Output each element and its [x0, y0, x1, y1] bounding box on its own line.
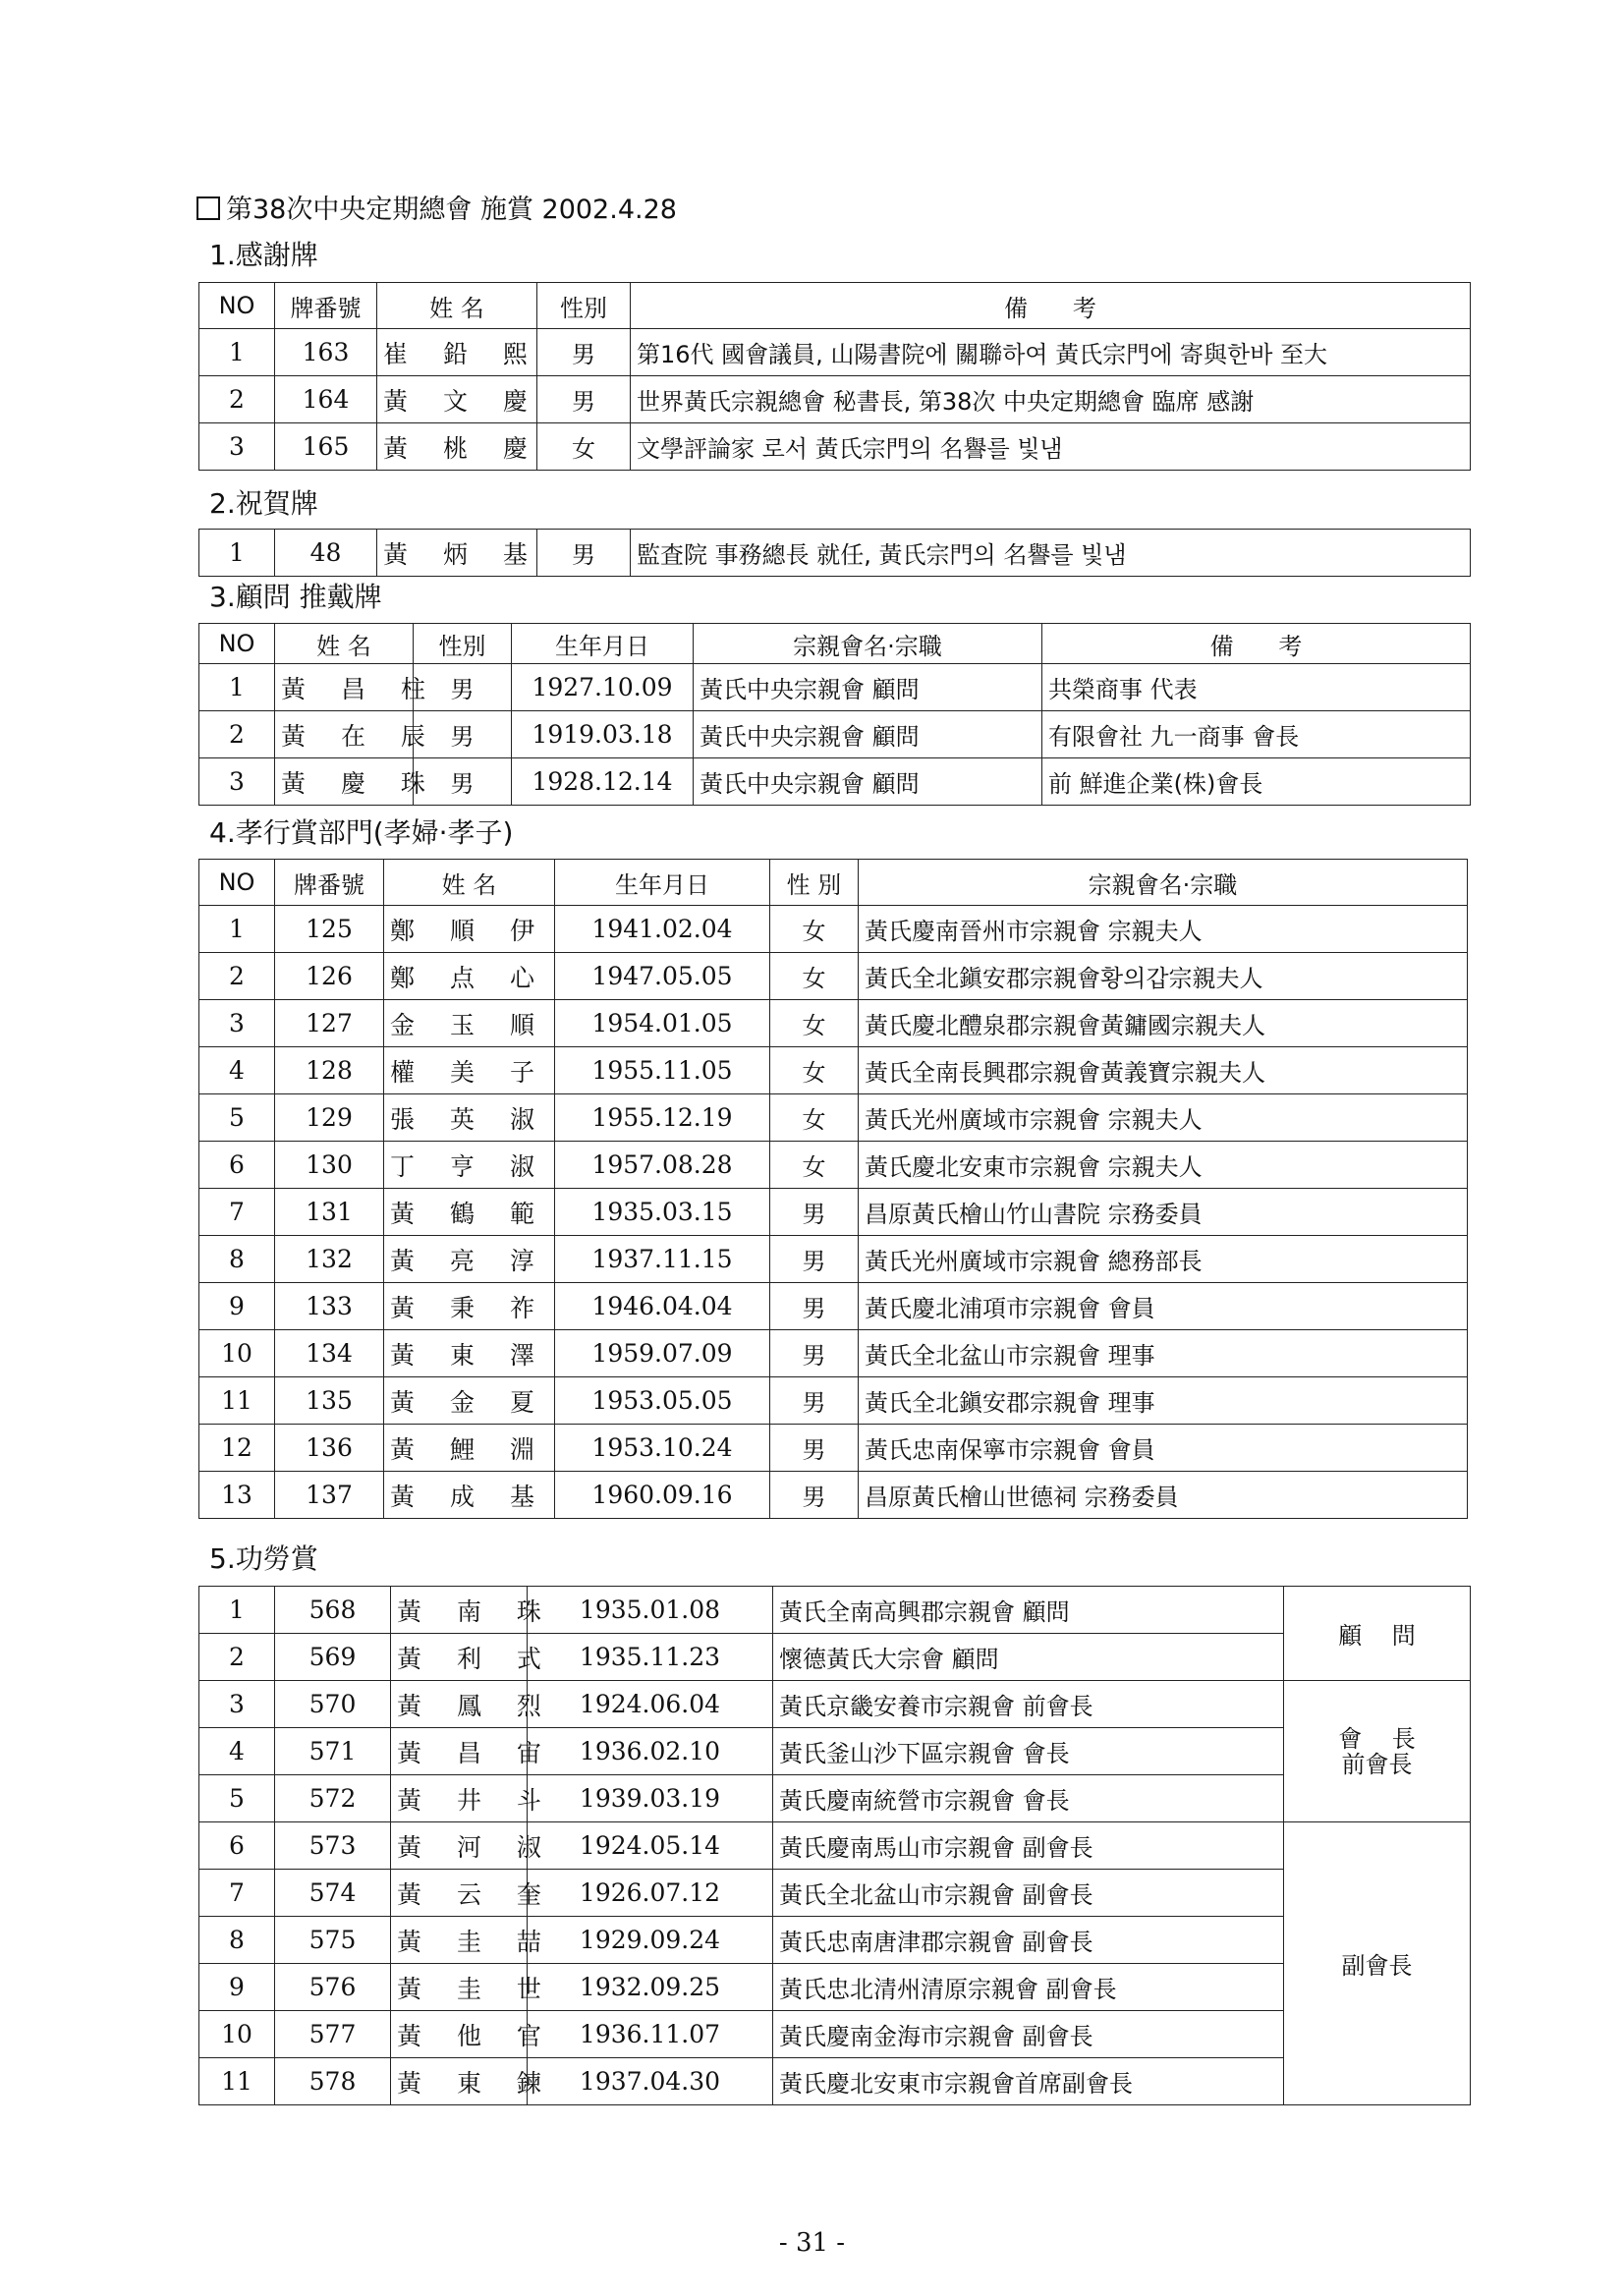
table-row: 7 131 黃 鶴 範 1935.03.15 男 昌原黃氏檜山竹山書院 宗務委員 [199, 1189, 1468, 1236]
document-title: 第38次中央定期總會 施賞 2002.4.28 [196, 194, 677, 227]
position-group-cell: 顧 問 [1284, 1587, 1471, 1681]
table-advisor-plaque [198, 623, 1471, 806]
table-row: 8 132 黃 亮 淳 1937.11.15 男 黃氏光州廣域市宗親會 總務部長 [199, 1236, 1468, 1283]
table-row: 10 134 黃 東 澤 1959.07.09 男 黃氏全北盆山市宗親會 理事 [199, 1330, 1468, 1377]
header-remarks: 備 考 [631, 283, 1471, 329]
table-row: 11 578 黃 東 鍊 1937.04.30 黃氏慶北安東市宗親會首席副會長 [199, 2058, 1471, 2105]
table-row: 3 165 黃 桃 慶 女 文學評論家 로서 黃氏宗門의 名譽를 빛냄 [199, 423, 1471, 471]
table-congratulation-plaque [198, 529, 1471, 577]
section-title-5: 5.功勞賞 [209, 1542, 318, 1575]
table-header-row: NO 姓 名 性別 生年月日 宗親會名·宗職 備 考 [199, 624, 1471, 664]
table-row: 11 135 黃 金 夏 1953.05.05 男 黃氏全北鎭安郡宗親會 理事 [199, 1377, 1468, 1425]
table-row: 6 130 丁 亨 淑 1957.08.28 女 黃氏慶北安東市宗親會 宗親夫人 [199, 1142, 1468, 1189]
table-row: 7 574 黃 云 奎 1926.07.12 黃氏全北盆山市宗親會 副會長 [199, 1870, 1471, 1917]
table-row: 6 573 黃 河 淑 1924.05.14 黃氏慶南馬山市宗親會 副會長 副會長 [199, 1822, 1471, 1870]
section-title-1: 1.感謝牌 [209, 239, 318, 271]
table-row: 3 黃 慶 珠 男 1928.12.14 黃氏中央宗親會 顧問 前 鮮進企業(株)會長 [199, 758, 1471, 806]
table-row: 9 576 黃 圭 世 1932.09.25 黃氏忠北清州清原宗親會 副會長 [199, 1964, 1471, 2011]
table-row: 2 164 黃 文 慶 男 世界黃氏宗親總會 秘書長, 第38次 中央定期總會 臨席 感謝 [199, 376, 1471, 423]
table-row: 1 黃 昌 柱 男 1927.10.09 黃氏中央宗親會 顧問 共榮商事 代表 [199, 664, 1471, 711]
table-row: 9 133 黃 秉 祚 1946.04.04 男 黃氏慶北浦項市宗親會 會員 [199, 1283, 1468, 1330]
table-row: 2 126 鄭 点 心 1947.05.05 女 黃氏全北鎭安郡宗親會황의갑宗親夫人 [199, 953, 1468, 1000]
position-group-cell: 會 長 前會長 [1284, 1681, 1471, 1822]
header-name: 姓 名 [377, 283, 537, 329]
table-header-row [199, 283, 1471, 329]
table-appreciation-plaque [198, 282, 1471, 471]
table-header-row: NO 牌番號 姓 名 生年月日 性 別 宗親會名·宗職 [199, 860, 1468, 906]
table-row: 1 48 黃 炳 基 男 監査院 事務總長 就任, 黃氏宗門의 名譽를 빛냄 [199, 530, 1471, 577]
table-row: 12 136 黃 鯉 淵 1953.10.24 男 黃氏忠南保寧市宗親會 會員 [199, 1425, 1468, 1472]
section-title-4: 4.孝行賞部門(孝婦·孝子) [209, 816, 514, 849]
table-filial-piety-award [198, 859, 1468, 1519]
table-row: 8 575 黃 圭 喆 1929.09.24 黃氏忠南唐津郡宗親會 副會長 [199, 1917, 1471, 1964]
table-row: 2 黃 在 辰 男 1919.03.18 黃氏中央宗親會 顧問 有限會社 九一商事 會長 [199, 711, 1471, 758]
table-row: 4 128 權 美 子 1955.11.05 女 黃氏全南長興郡宗親會黃義寶宗親夫人 [199, 1047, 1468, 1094]
table-row: 3 127 金 玉 順 1954.01.05 女 黃氏慶北醴泉郡宗親會黃鏞國宗親夫人 [199, 1000, 1468, 1047]
header-no: NO [199, 283, 275, 329]
header-plaque-no: 牌番號 [275, 283, 377, 329]
table-row: 10 577 黃 他 官 1936.11.07 黃氏慶南金海市宗親會 副會長 [199, 2011, 1471, 2058]
table-merit-award [198, 1586, 1471, 2105]
section-title-2: 2.祝賀牌 [209, 487, 318, 520]
table-row: 5 129 張 英 淑 1955.12.19 女 黃氏光州廣域市宗親會 宗親夫人 [199, 1094, 1468, 1142]
table-row: 2 569 黃 利 式 1935.11.23 懷德黃氏大宗會 顧問 [199, 1634, 1471, 1681]
position-group-cell: 副會長 [1284, 1822, 1471, 2105]
checkbox-square-icon [196, 196, 220, 220]
table-row: 13 137 黃 成 基 1960.09.16 男 昌原黃氏檜山世德祠 宗務委員 [199, 1472, 1468, 1519]
table-row: 4 571 黃 昌 宙 1936.02.10 黃氏釜山沙下區宗親會 會長 [199, 1728, 1471, 1775]
page-number: - 31 - [778, 2228, 846, 2258]
table-row: 1 125 鄭 順 伊 1941.02.04 女 黃氏慶南晉州市宗親會 宗親夫人 [199, 906, 1468, 953]
header-gender: 性別 [537, 283, 631, 329]
table-row: 3 570 黃 鳳 烈 1924.06.04 黃氏京畿安養市宗親會 前會長 會 長 前會長 [199, 1681, 1471, 1728]
table-row: 5 572 黃 井 斗 1939.03.19 黃氏慶南統營市宗親會 會長 [199, 1775, 1471, 1822]
table-row: 1 568 黃 南 珠 1935.01.08 黃氏全南高興郡宗親會 顧問 顧 問 [199, 1587, 1471, 1634]
table-row: 1 163 崔 鉛 熙 男 第16代 國會議員, 山陽書院에 關聯하여 黃氏宗門에 寄與한바 至大 [199, 329, 1471, 376]
section-title-3: 3.顧問 推戴牌 [209, 581, 382, 613]
